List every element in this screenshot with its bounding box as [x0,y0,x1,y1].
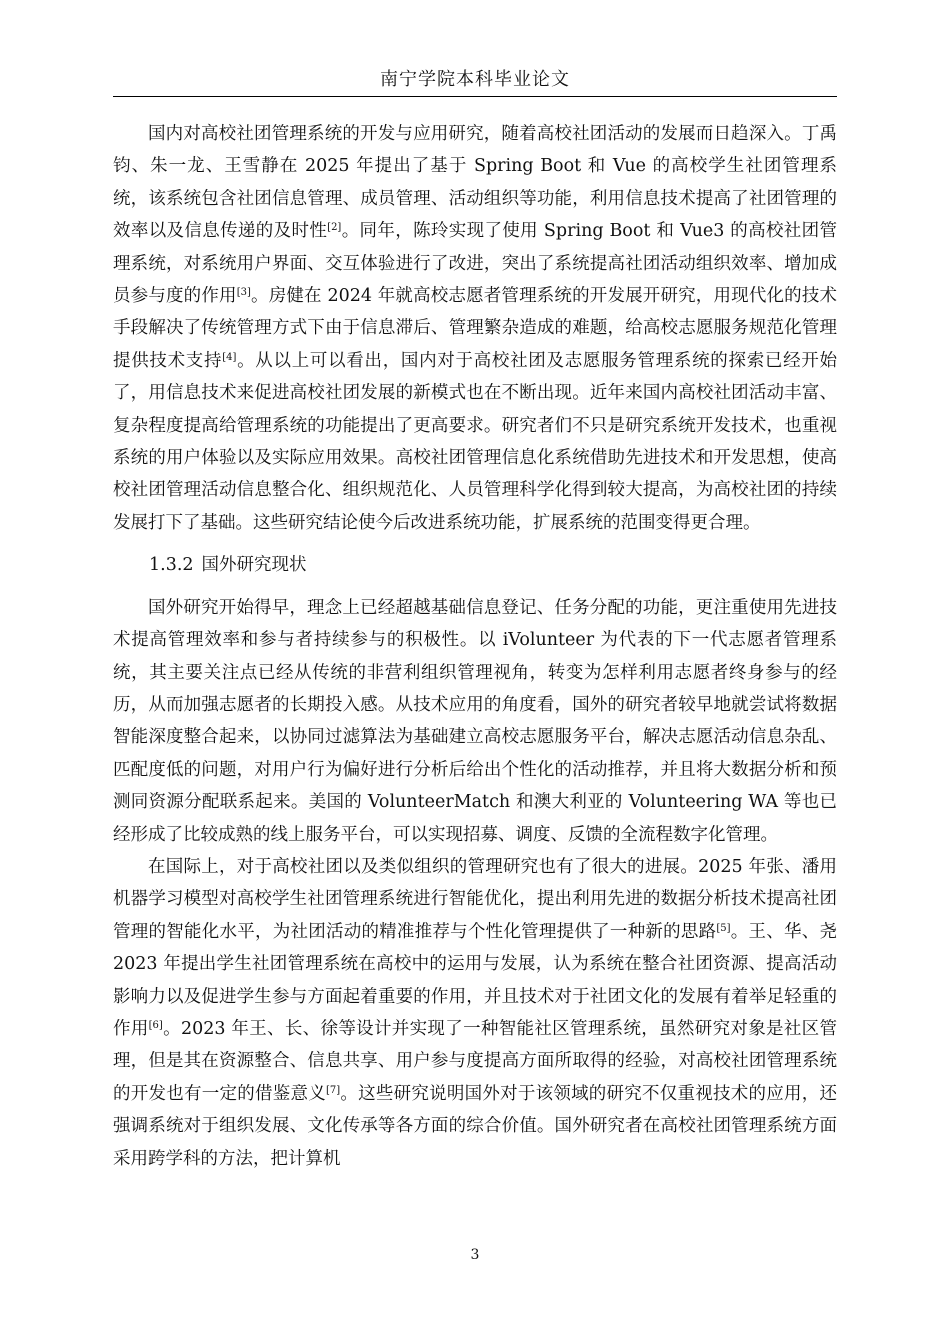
paragraph-text: 。房健在 2024 年就高校志愿者管理系统的开发展开研究，用现代化的技术手段解决了传统管理方式下由于信息滞后、管理繁杂造成的难题，给高校志愿服务规范化管理提供技术支持 [113,286,837,371]
citation-ref: [6] [148,1019,163,1031]
paragraph-text: 。王、华、尧 2023 年提出学生社团管理系统在高校中的运用与发展，认为系统在整合社团资源、提高活动影响力以及促进学生参与方面起着重要的作用，并且技术对于社团文化的发展有着举足轻重的作用 [113,921,838,1039]
paragraph-text: 。从以上可以看出，国内对于高校社团及志愿服务管理系统的探索已经开始了，用信息技术来促进高校社团发展的新模式也在不断出现。近年来国内高校社团活动丰富、复杂程度提高给管理系统的功能提出了更高要求。研究者们不只是研究系统开发技术，也重视系统的用户体验以及实际应用效果。高校社团管理信息化系统借助先进技术和开发思想，使高校社团管理活动信息整合化、组织规范化、人员管理科学化得到较大提高，为高校社团的持续发展打下了基础。这些研究结论使今后改进系统功能，扩展系统的范围变得更合理。 [113,350,838,533]
page-number: 3 [470,1247,480,1263]
citation-ref: [2] [327,222,342,234]
citation-ref: [4] [222,351,237,363]
running-header: 南宁学院本科毕业论文 [380,69,570,90]
paragraph-text: 国外研究开始得早，理念上已经超越基础信息登记、任务分配的功能，更注重使用先进技术提高管理效率和参与者持续参与的积极性。以 iVolunteer 为代表的下一代志愿者管理系统，其主要关注点已经从传统的非营利组织管理视角，转变为怎样利用志愿者终身参与的经历，从而加强志愿者的长期投入感。从技术应用的角度看，国外的研究者较早地就尝试将数据智能深度整合起来，以协同过滤算法为基础建立高校志愿服务平台，解决志愿活动信息杂乱、匹配度低的问题，对用户行为偏好进行分析后给出个性化的活动推荐，并且将大数据分析和预测同资源分配联系起来。美国的 VolunteerMatch 和澳大利亚的 Volunteering WA 等也已经形成了比较成熟的线上服务平台，可以实现招募、调度、反馈的全流程数字化管理。 [113,597,837,845]
body-text [113,118,837,1175]
citation-ref: [7] [325,1084,341,1096]
paragraph-text: 。2023 年王、长、徐等设计并实现了一种智能社区管理系统，虽然研究对象是社区管理，但是其在资源整合、信息共享、用户参与度提高方面所取得的经验，对高校社团管理系统的开发也有一定的借鉴意义 [113,1018,838,1104]
citation-ref: [3] [236,287,251,299]
paragraph-international-research [113,851,837,1175]
section-title: 国外研究现状 [201,555,307,576]
header-rule [113,96,837,97]
citation-ref: [5] [716,922,731,934]
paragraph-text: 。这些研究说明国外对于该领域的研究不仅重视技术的应用，还强调系统对于组织发展、文化传承等各方面的综合价值。国外研究者在高校社团管理系统方面采用跨学科的方法，把计算机 [113,1083,838,1169]
paragraph-text: 在国际上，对于高校社团以及类似组织的管理研究也有了很大的进展。2025 年张、潘用机器学习模型对高校学生社团管理系统进行智能优化，提出利用先进的数据分析技术提高社团管理的智能化水平，为社团活动的精准推荐与个性化管理提供了一种新的思路 [113,856,837,942]
paragraph-foreign-research [113,592,837,851]
section-number: 1.3.2 [149,555,194,576]
paragraph-text: 。同年，陈玲实现了使用 Spring Boot 和 Vue3 的高校社团管理系统，对系统用户界面、交互体验进行了改进，突出了系统提高社团活动组织效率、增加成员参与度的作用 [113,221,838,307]
section-heading [113,549,837,581]
paragraph-text: 国内对高校社团管理系统的开发与应用研究，随着高校社团活动的发展而日趋深入。丁禹钧、朱一龙、王雪静在 2025 年提出了基于 Spring Boot 和 Vue 的高校学生社团管理系统，该系统包含社团信息管理、成员管理、活动组织等功能，利用信息技术提高了社团管理的效率以及信息传递的及时性 [113,124,837,242]
paragraph-domestic-research [113,118,837,539]
